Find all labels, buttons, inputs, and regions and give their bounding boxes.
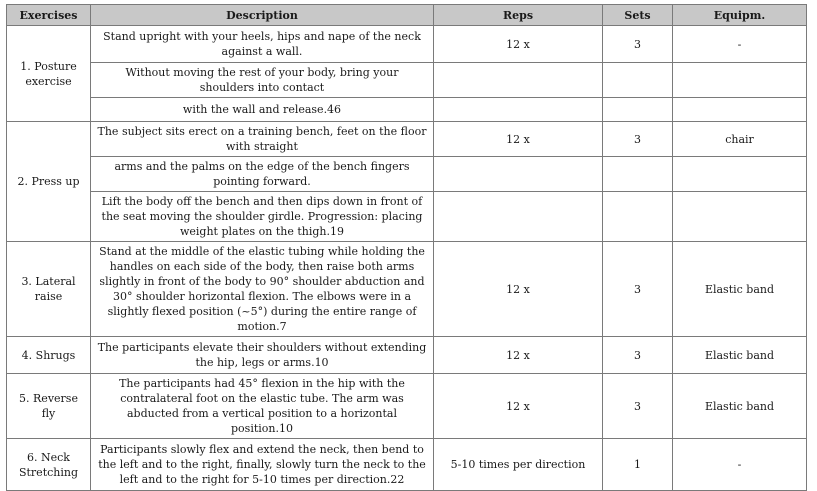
table-row: [7, 26, 807, 63]
description-cell: Without moving the rest of your body, bring your shoulders into contact: [91, 63, 434, 98]
reps-cell: [434, 157, 603, 192]
header-sets: Sets: [603, 5, 673, 26]
reps-cell: 12 x: [434, 122, 603, 157]
description-cell: Stand at the middle of the elastic tubing while holding the handles on each side of the body, then raise both arms slightly in front of the body to 90° shoulder abduction and 30° shoulder horizontal flexion. The elbows were in a slightly flexed position (~5°) during the entire range of motion.7: [91, 242, 434, 337]
reps-cell: 12 x: [434, 242, 603, 337]
description-cell: Lift the body off the bench and then dips down in front of the seat moving the shoulder girdle. Progression: placing weight plates on the thigh.19: [91, 192, 434, 242]
reps-cell: 5-10 times per direction: [434, 439, 603, 491]
sets-cell: 3: [603, 122, 673, 157]
equipment-cell: [673, 63, 807, 98]
sets-cell: [603, 98, 673, 122]
table-row: [7, 192, 807, 242]
equipment-cell: [673, 192, 807, 242]
sets-cell: 1: [603, 439, 673, 491]
equipment-cell: [673, 98, 807, 122]
equipment-cell: Elastic band: [673, 337, 807, 374]
exercise-name: 1. Posture exercise: [7, 26, 91, 122]
exercise-name: 4. Shrugs: [7, 337, 91, 374]
table-row: [7, 337, 807, 374]
table-row: [7, 439, 807, 491]
description-cell: The subject sits erect on a training bench, feet on the floor with straight: [91, 122, 434, 157]
description-cell: The participants elevate their shoulders without extending the hip, legs or arms.10: [91, 337, 434, 374]
exercise-table: [6, 4, 807, 491]
table-row: [7, 63, 807, 98]
table-row: [7, 242, 807, 337]
header-row: [7, 5, 807, 26]
equipment-cell: -: [673, 26, 807, 63]
table-row: [7, 374, 807, 439]
description-cell: with the wall and release.46: [91, 98, 434, 122]
sets-cell: [603, 63, 673, 98]
reps-cell: [434, 192, 603, 242]
table-row: [7, 157, 807, 192]
exercise-name: 2. Press up: [7, 122, 91, 242]
equipment-cell: -: [673, 439, 807, 491]
table-row: [7, 122, 807, 157]
equipment-cell: chair: [673, 122, 807, 157]
sets-cell: 3: [603, 26, 673, 63]
description-cell: Participants slowly flex and extend the neck, then bend to the left and to the right, finally, slowly turn the neck to the left and to the right for 5-10 times per direction.22: [91, 439, 434, 491]
exercise-name: 3. Lateral raise: [7, 242, 91, 337]
reps-cell: 12 x: [434, 26, 603, 63]
exercise-name: 5. Reverse fly: [7, 374, 91, 439]
equipment-cell: Elastic band: [673, 242, 807, 337]
header-exercises: Exercises: [7, 5, 91, 26]
reps-cell: [434, 63, 603, 98]
reps-cell: 12 x: [434, 374, 603, 439]
equipment-cell: [673, 157, 807, 192]
description-cell: The participants had 45° flexion in the hip with the contralateral foot on the elastic tube. The arm was abducted from a vertical position to a horizontal position.10: [91, 374, 434, 439]
description-cell: arms and the palms on the edge of the bench fingers pointing forward.: [91, 157, 434, 192]
sets-cell: [603, 157, 673, 192]
exercise-name: 6. Neck Stretching: [7, 439, 91, 491]
reps-cell: 12 x: [434, 337, 603, 374]
equipment-cell: Elastic band: [673, 374, 807, 439]
sets-cell: 3: [603, 374, 673, 439]
header-description: Description: [91, 5, 434, 26]
header-reps: Reps: [434, 5, 603, 26]
table-row: [7, 98, 807, 122]
sets-cell: 3: [603, 242, 673, 337]
header-equipment: Equipm.: [673, 5, 807, 26]
reps-cell: [434, 98, 603, 122]
sets-cell: [603, 192, 673, 242]
sets-cell: 3: [603, 337, 673, 374]
description-cell: Stand upright with your heels, hips and nape of the neck against a wall.: [91, 26, 434, 63]
